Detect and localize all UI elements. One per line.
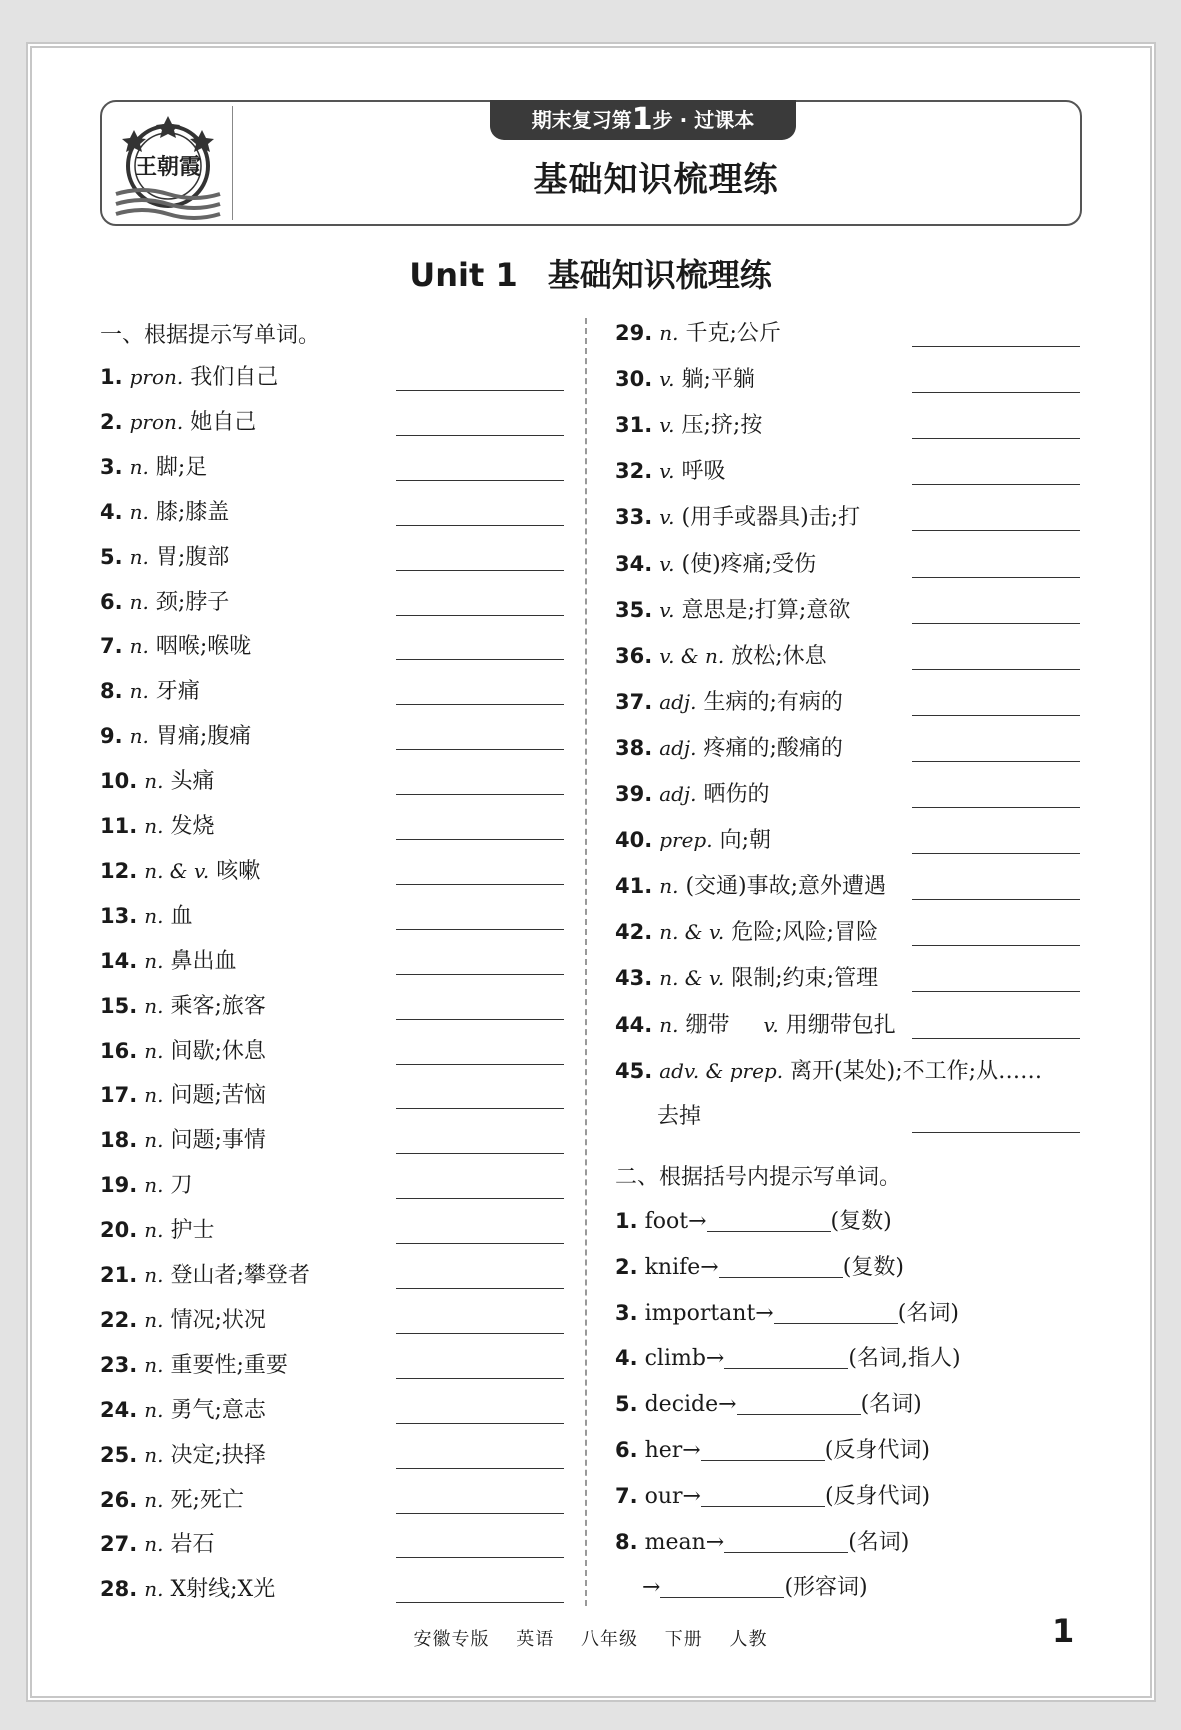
meaning: 岩石 (170, 1532, 215, 1558)
answer-line-11[interactable] (396, 839, 564, 840)
answer-blank[interactable] (719, 1253, 843, 1278)
part-of-speech: n. (144, 903, 164, 928)
answer-line-5[interactable] (396, 570, 564, 571)
answer-line-26[interactable] (396, 1513, 564, 1514)
answer-line-4[interactable] (396, 525, 564, 526)
form-item-6 (615, 1435, 930, 1466)
answer-line-10[interactable] (396, 794, 564, 795)
answer-line-34[interactable] (912, 577, 1080, 578)
item-number: 31. (615, 413, 653, 438)
footer-volume: 下册 (664, 1629, 703, 1650)
item-number: 10. (100, 769, 138, 794)
word-item-25 (100, 1440, 266, 1471)
answer-line-45[interactable] (912, 1132, 1080, 1133)
part-of-speech: n. & v. (659, 966, 725, 991)
word-item-33 (615, 502, 860, 533)
part-of-speech: n. (129, 544, 149, 569)
word-item-45 (615, 1056, 1042, 1087)
word-item-22 (100, 1305, 266, 1336)
meaning: 乘客;旅客 (170, 993, 266, 1019)
item-number: 44. (615, 1012, 653, 1037)
answer-blank[interactable] (701, 1436, 825, 1461)
answer-line-7[interactable] (396, 659, 564, 660)
word-item-30 (615, 364, 755, 395)
item-number: 3. (100, 454, 123, 479)
part-of-speech: n. (144, 1083, 164, 1108)
part-of-speech: n. (129, 679, 149, 704)
word-item-12 (100, 856, 260, 887)
unit-title (0, 250, 1181, 296)
footer-grade: 八年级 (581, 1629, 638, 1650)
answer-line-1[interactable] (396, 390, 564, 391)
part-of-speech: n. (144, 1442, 164, 1467)
word-item-13 (100, 901, 192, 932)
answer-line-42[interactable] (912, 945, 1080, 946)
footer (0, 1625, 1181, 1651)
item-number: 28. (100, 1577, 138, 1602)
base-word: important→ (644, 1300, 774, 1326)
item-number: 36. (615, 643, 653, 668)
part-of-speech-2: v. (763, 1012, 779, 1037)
unit-name: 基础知识梳理练 (547, 256, 772, 294)
answer-blank-2[interactable] (660, 1573, 784, 1598)
meaning: 决定;抉择 (170, 1442, 266, 1468)
item-number: 14. (100, 948, 138, 973)
word-item-39 (615, 779, 770, 810)
part-of-speech: n. (144, 769, 164, 794)
meaning: 疼痛的;酸痛的 (703, 735, 843, 761)
item-number: 42. (615, 920, 653, 945)
part-of-speech: v. (659, 413, 675, 438)
part-of-speech: v. (659, 367, 675, 392)
word-item-21 (100, 1260, 310, 1291)
item-number: 9. (100, 724, 123, 749)
answer-line-36[interactable] (912, 669, 1080, 670)
part-of-speech: n. (129, 634, 149, 659)
meaning: 问题;苦恼 (170, 1083, 266, 1109)
meaning: (使)疼痛;受伤 (681, 551, 817, 577)
meaning: 脚;足 (155, 454, 208, 480)
word-item-34 (615, 549, 816, 580)
answer-line-35[interactable] (912, 623, 1080, 624)
item-number: 8. (615, 1529, 638, 1554)
part-of-speech: n. (144, 993, 164, 1018)
meaning: 血 (170, 903, 193, 929)
meaning: 颈;脖子 (155, 589, 230, 615)
answer-line-9[interactable] (396, 749, 564, 750)
word-item-40 (615, 825, 771, 856)
meaning-continued: 去掉 (657, 1103, 702, 1129)
item-number: 41. (615, 874, 653, 899)
answer-blank[interactable] (774, 1299, 898, 1324)
meaning: 重要性;重要 (170, 1352, 288, 1378)
item-number: 7. (100, 634, 123, 659)
answer-line-39[interactable] (912, 807, 1080, 808)
item-number: 17. (100, 1083, 138, 1108)
footer-publisher: 人教 (729, 1629, 768, 1650)
answer-line-20[interactable] (396, 1243, 564, 1244)
part-of-speech: n. (144, 1128, 164, 1153)
form-item-7 (615, 1481, 930, 1512)
part-of-speech: v. (659, 459, 675, 484)
base-word-2: → (642, 1574, 661, 1600)
form-hint: (名词) (860, 1392, 922, 1418)
item-number: 38. (615, 735, 653, 760)
part-of-speech: n. (144, 1532, 164, 1557)
meaning: 呼吸 (681, 459, 726, 485)
part-of-speech: adj. (659, 735, 697, 760)
meaning: X射线;X光 (170, 1577, 276, 1603)
form-hint: (复数) (842, 1254, 904, 1280)
word-item-32 (615, 456, 726, 487)
answer-line-24[interactable] (396, 1423, 564, 1424)
item-number: 18. (100, 1128, 138, 1153)
meaning: 间歇;休息 (170, 1038, 266, 1064)
unit-label: Unit 1 (409, 256, 518, 294)
word-item-38 (615, 733, 843, 764)
part-of-speech: n. (144, 814, 164, 838)
item-number: 11. (100, 814, 138, 838)
form-item-5 (615, 1389, 922, 1420)
answer-line-28[interactable] (396, 1602, 564, 1603)
word-item-2 (100, 407, 256, 438)
meaning: 咳嗽 (216, 858, 261, 884)
item-number: 1. (100, 365, 123, 389)
answer-line-33[interactable] (912, 530, 1080, 531)
answer-line-32[interactable] (912, 484, 1080, 485)
answer-line-16[interactable] (396, 1064, 564, 1065)
meaning: 离开(某处);不工作;从…… (790, 1058, 1043, 1084)
meaning: 发烧 (170, 814, 215, 839)
base-word: knife→ (644, 1254, 719, 1280)
answer-blank[interactable] (724, 1344, 848, 1369)
item-number: 7. (615, 1483, 638, 1508)
header-title: 基础知识梳理练 (533, 160, 779, 200)
meaning: 胃痛;腹痛 (155, 724, 252, 750)
item-number: 2. (615, 1254, 638, 1279)
item-number: 45. (615, 1058, 653, 1083)
item-number: 33. (615, 505, 653, 530)
item-number: 12. (100, 858, 138, 883)
item-number: 27. (100, 1532, 138, 1557)
item-number: 19. (100, 1173, 138, 1198)
item-number: 21. (100, 1263, 138, 1287)
word-item-35 (615, 595, 850, 626)
word-item-29 (615, 318, 781, 349)
item-number: 23. (100, 1352, 138, 1377)
footer-subject: 英语 (516, 1629, 555, 1650)
item-number: 39. (615, 782, 653, 806)
meaning: 勇气;意志 (170, 1397, 266, 1423)
item-number: 26. (100, 1487, 138, 1512)
answer-line-17[interactable] (396, 1108, 564, 1109)
answer-line-29[interactable] (912, 346, 1080, 347)
answer-line-18[interactable] (396, 1153, 564, 1154)
form-hint: (名词,指人) (848, 1346, 961, 1372)
part-of-speech: n. (659, 1012, 679, 1037)
part-of-speech: n. (659, 321, 679, 345)
item-number: 2. (100, 409, 123, 434)
meaning: 绷带 (685, 1012, 730, 1038)
section1-title: 一、根据提示写单词。 (100, 323, 321, 348)
meaning: 护士 (170, 1218, 215, 1244)
form-hint: (名词) (897, 1300, 959, 1326)
step-tab-prefix: 期末复习第 (531, 108, 632, 132)
meaning: (用手或器具)击;打 (681, 505, 861, 531)
meaning: 我们自己 (190, 365, 279, 390)
word-item-26 (100, 1485, 244, 1516)
answer-blank[interactable] (724, 1528, 848, 1553)
form-hint: (反身代词) (824, 1438, 930, 1463)
word-item-20 (100, 1215, 214, 1246)
word-item-8 (100, 676, 200, 707)
word-item-1 (100, 362, 278, 393)
meaning: 生病的;有病的 (703, 689, 843, 715)
part-of-speech: n. & v. (144, 858, 210, 883)
part-of-speech: n. (129, 589, 149, 614)
word-item-24 (100, 1395, 266, 1426)
item-number: 4. (615, 1346, 638, 1371)
meaning: 压;挤;按 (681, 413, 763, 439)
answer-line-30[interactable] (912, 392, 1080, 393)
answer-line-14[interactable] (396, 974, 564, 975)
part-of-speech: adv. & prep. (659, 1058, 784, 1083)
meaning: 向;朝 (719, 828, 771, 854)
base-word: foot→ (644, 1209, 707, 1234)
word-item-19 (100, 1170, 192, 1201)
part-of-speech: n. (144, 1397, 164, 1422)
word-item-3 (100, 452, 207, 483)
word-item-44 (615, 1010, 896, 1041)
meaning: 危险;风险;冒险 (731, 920, 879, 946)
item-number: 1. (615, 1209, 638, 1233)
base-word: mean→ (644, 1529, 725, 1555)
word-item-17 (100, 1080, 266, 1111)
step-tab (490, 100, 796, 140)
item-number: 29. (615, 321, 653, 345)
answer-blank[interactable] (707, 1207, 831, 1232)
word-item-36 (615, 641, 827, 672)
word-item-4 (100, 497, 229, 528)
word-item-18 (100, 1125, 266, 1156)
answer-line-40[interactable] (912, 853, 1080, 854)
meaning: 她自己 (190, 409, 257, 435)
form-item-4 (615, 1343, 961, 1374)
word-item-31 (615, 410, 762, 441)
word-item-7 (100, 631, 251, 662)
part-of-speech: n. (129, 454, 149, 479)
form-item-2 (615, 1252, 904, 1283)
part-of-speech: n. (144, 1218, 164, 1243)
item-number: 34. (615, 551, 653, 576)
section2-title: 二、根据括号内提示写单词。 (615, 1165, 902, 1190)
item-number: 30. (615, 367, 653, 392)
answer-line-41[interactable] (912, 899, 1080, 900)
answer-line-43[interactable] (912, 991, 1080, 992)
step-tab-number: 1 (631, 102, 653, 137)
item-number: 6. (100, 589, 123, 614)
meaning-2: 用绷带包扎 (785, 1012, 896, 1038)
item-number: 22. (100, 1307, 138, 1332)
part-of-speech: n. (144, 1038, 164, 1063)
part-of-speech: n. (144, 1263, 164, 1287)
part-of-speech: n. (144, 948, 164, 973)
item-number: 40. (615, 828, 653, 853)
logo-text: 王朝霞 (134, 154, 202, 180)
form-item-8-extra (642, 1573, 868, 1603)
meaning: 千克;公斤 (685, 321, 781, 346)
answer-blank[interactable] (701, 1482, 825, 1507)
item-number: 4. (100, 499, 123, 524)
form-item-8 (615, 1527, 909, 1558)
meaning: 情况;状况 (170, 1307, 266, 1333)
answer-line-31[interactable] (912, 438, 1080, 439)
base-word: decide→ (644, 1392, 737, 1418)
word-item-9 (100, 721, 251, 752)
part-of-speech: n. (129, 499, 149, 524)
word-item-11 (100, 811, 214, 842)
meaning: 鼻出血 (170, 948, 237, 974)
item-number: 32. (615, 459, 653, 484)
meaning: 问题;事情 (170, 1128, 266, 1154)
form-hint: (名词) (848, 1529, 910, 1555)
word-item-42 (615, 917, 878, 948)
part-of-speech: pron. (129, 409, 184, 434)
part-of-speech: n. (144, 1173, 164, 1198)
meaning: 意思是;打算;意欲 (681, 597, 851, 623)
item-number: 25. (100, 1442, 138, 1467)
item-number: 3. (615, 1300, 638, 1325)
form-hint: (复数) (830, 1209, 892, 1234)
answer-line-8[interactable] (396, 704, 564, 705)
answer-line-15[interactable] (396, 1019, 564, 1020)
form-hint: (反身代词) (824, 1483, 931, 1509)
meaning: 刀 (170, 1173, 193, 1199)
part-of-speech: n. (144, 1487, 164, 1512)
part-of-speech: v. (659, 505, 675, 530)
item-number: 43. (615, 966, 653, 991)
answer-line-22[interactable] (396, 1333, 564, 1334)
answer-blank[interactable] (737, 1390, 861, 1415)
word-item-5 (100, 542, 229, 573)
answer-line-37[interactable] (912, 715, 1080, 716)
word-item-27 (100, 1529, 214, 1560)
part-of-speech: n. (659, 874, 679, 899)
item-number: 16. (100, 1038, 138, 1063)
part-of-speech: pron. (129, 365, 184, 389)
word-item-41 (615, 871, 886, 902)
meaning: 放松;休息 (731, 643, 827, 669)
part-of-speech: v. & n. (659, 643, 725, 668)
answer-line-13[interactable] (396, 929, 564, 930)
answer-line-38[interactable] (912, 761, 1080, 762)
form-item-1 (615, 1206, 892, 1237)
item-number: 13. (100, 903, 138, 928)
part-of-speech: n. & v. (659, 920, 725, 945)
part-of-speech: v. (659, 597, 675, 622)
meaning: 死;死亡 (170, 1487, 244, 1513)
meaning: 躺;平躺 (681, 367, 755, 393)
header-box (100, 100, 1082, 226)
answer-line-12[interactable] (396, 884, 564, 885)
meaning: 登山者;攀登者 (170, 1263, 310, 1288)
part-of-speech: n. (144, 1352, 164, 1377)
answer-line-19[interactable] (396, 1198, 564, 1199)
page-number: 1 (1052, 1612, 1075, 1650)
item-number: 37. (615, 689, 653, 714)
answer-line-23[interactable] (396, 1378, 564, 1379)
word-item-10 (100, 766, 214, 797)
meaning: 牙痛 (155, 679, 200, 705)
word-item-16 (100, 1036, 266, 1067)
meaning: 头痛 (170, 769, 215, 795)
item-number: 15. (100, 993, 138, 1018)
footer-edition: 安徽专版 (413, 1629, 490, 1650)
column-divider (585, 318, 587, 1606)
item-number: 8. (100, 679, 123, 704)
answer-line-2[interactable] (396, 435, 564, 436)
meaning: 膝;膝盖 (155, 499, 230, 525)
brand-logo (112, 108, 224, 220)
item-number: 5. (615, 1392, 638, 1417)
base-word: her→ (644, 1438, 701, 1463)
part-of-speech: prep. (659, 828, 713, 853)
meaning: (交通)事故;意外遭遇 (685, 874, 887, 900)
base-word: climb→ (644, 1346, 725, 1372)
word-item-28 (100, 1574, 275, 1605)
answer-line-25[interactable] (396, 1468, 564, 1469)
word-item-43 (615, 963, 878, 994)
form-item-3 (615, 1298, 959, 1329)
word-item-14 (100, 946, 236, 977)
part-of-speech: v. (659, 551, 675, 576)
part-of-speech: n. (144, 1577, 164, 1602)
meaning: 限制;约束;管理 (731, 966, 879, 992)
meaning: 胃;腹部 (155, 544, 230, 570)
meaning: 晒伤的 (703, 782, 770, 807)
step-tab-suffix: 步 · 过课本 (652, 108, 755, 132)
item-number: 35. (615, 597, 653, 622)
answer-line-27[interactable] (396, 1557, 564, 1558)
answer-line-44[interactable] (912, 1038, 1080, 1039)
part-of-speech: n. (129, 724, 149, 749)
item-number: 6. (615, 1438, 638, 1462)
answer-line-3[interactable] (396, 480, 564, 481)
base-word: our→ (644, 1483, 701, 1509)
item-number: 24. (100, 1397, 138, 1422)
form-hint-2: (形容词) (784, 1574, 868, 1600)
word-item-37 (615, 687, 843, 718)
word-item-15 (100, 991, 266, 1022)
word-item-23 (100, 1350, 288, 1381)
part-of-speech: adj. (659, 782, 697, 806)
item-number: 5. (100, 544, 123, 569)
part-of-speech: adj. (659, 689, 697, 714)
answer-line-21[interactable] (396, 1288, 564, 1289)
item-number: 20. (100, 1218, 138, 1243)
part-of-speech: n. (144, 1307, 164, 1332)
meaning: 咽喉;喉咙 (155, 634, 252, 660)
word-item-6 (100, 587, 229, 618)
answer-line-6[interactable] (396, 615, 564, 616)
